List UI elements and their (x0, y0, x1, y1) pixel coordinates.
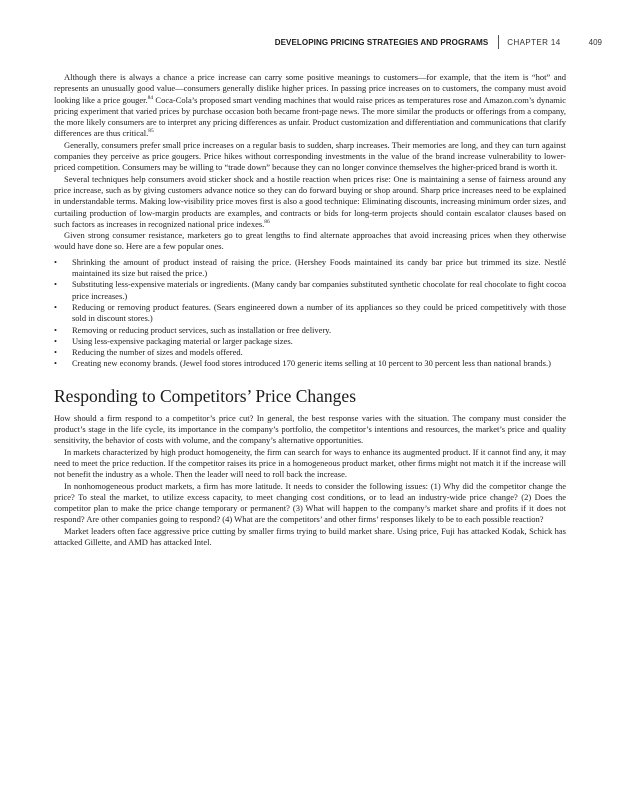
footnote-ref: 84 (147, 94, 154, 101)
paragraph-homogeneous-markets: In markets characterized by high product homogeneity, the firm can search for ways to enhance its augmented product. If it cannot find any, it may need to meet the price reduction. If the competitor raises its price in a homogeneous product market, other firms might not match it if the increase will not benefit the industry as a whole. Then the leader will need to roll back the increase. (54, 446, 566, 480)
paragraph-nonhomogeneous-markets: In nonhomogeneous product markets, a firm has more latitude. It needs to consider the following issues: (1) Why did the competitor change the price? To steal the market, to utilize excess capacity, to meet changing cost conditions, or to lead an industry-wide price change? (2) Does the competitor plan to make the price change temporary or permanent? (3) What will happen to the company’s market share and profits if it does not respond? Are other companies going to respond? (4) What are the competitors’ and other firms’ responses likely to be to each possible reaction? (54, 480, 566, 525)
paragraph-sticker-shock (54, 174, 566, 230)
section-heading: Responding to Competitors’ Price Changes (54, 385, 357, 406)
paragraph-text: Although there is always a chance a price increase can carry some positive meanings to customers—for example, that the item is “hot” and represents an unusually good value—consumers generally dislike higher prices. In passing price increases on to customers, the company must avoid looking like a price gouger. (54, 72, 566, 105)
page-body (54, 72, 566, 548)
paragraph-text: Several techniques help consumers avoid sticker shock and a hostile reaction when prices rise: One is maintaining a sense of fairness around any price increase, such as by giving customers advance notice so they can do forward buying or shop around. Sharp price increases need to be explained in understandable terms. Making low-visibility price moves first is also a good technique: Eliminating discounts, increasing minimum order sizes, and curtailing production of low-margin products are examples, and contracts or bids for long-term projects should contain escalator clauses based on such factors as increases in recognized national price indexes. (54, 173, 566, 229)
list-item: • Reducing or removing product features. (Sears engineered down a number of its appliances so they could be priced competitively with those sold in discount stores.) (54, 302, 566, 325)
list-item: • Using less-expensive packaging material or larger package sizes. (54, 336, 566, 347)
header-divider (498, 35, 499, 49)
paragraph-text: Coca-Cola’s proposed smart vending machines that would raise prices as temperatures rose and Amazon.com’s dynamic pricing experiment that varied prices by purchase occasion both became front-page news. The more similar the products or offerings from a company, the more likely consumers are to interpret any pricing differences as unfair. Product customization and differentiation and communications that clarify differences are thus critical. (54, 94, 566, 139)
paragraph-response-factors: How should a firm respond to a competitor’s price cut? In general, the best response varies with the situation. The company must consider the product’s stage in the life cycle, its importance in the company’s portfolio, the competitor’s intentions and resources, the market’s price and quality sensitivity, the behavior of costs with volume, and the company’s alternative opportunities. (54, 412, 566, 446)
footnote-ref: 86 (264, 218, 270, 225)
paragraph-small-increases: Generally, consumers prefer small price increases on a regular basis to sudden, sharp increases. Their memories are long, and they can turn against companies they perceive as price gougers. Price hikes without corresponding investments in the value of the brand increase vulnerability to lower-priced competition. Consumers may be willing to “trade down” because they can no longer convince themselves the higher-priced brand is worth it. (54, 139, 566, 173)
paragraph-price-increase-perception (54, 72, 566, 140)
list-item: • Removing or reducing product services, such as installation or free delivery. (54, 325, 566, 336)
paragraph-market-leaders: Market leaders often face aggressive price cutting by smaller firms trying to build market share. Using price, Fuji has attacked Kodak, Schick has attacked Gillette, and AMD has attacked Intel. (54, 525, 566, 547)
page-number: 409 (588, 37, 602, 47)
running-header (240, 35, 602, 49)
running-header-title: DEVELOPING PRICING STRATEGIES AND PROGRAMS (274, 37, 489, 47)
list-item: • Reducing the number of sizes and models offered. (54, 347, 566, 358)
paragraph-alternate-approaches: Given strong consumer resistance, marketers go to great lengths to find alternate approaches that avoid increasing prices when they otherwise would have done so. Here are a few popular ones. (54, 230, 566, 252)
alternatives-bullet-list (54, 257, 566, 370)
chapter-label: CHAPTER 14 (507, 37, 561, 47)
list-item: • Shrinking the amount of product instead of raising the price. (Hershey Foods maintained its candy bar price but trimmed its size. Nestlé maintained its size but raised the price.) (54, 257, 566, 280)
list-item: • Creating new economy brands. (Jewel food stores introduced 170 generic items selling at 10 percent to 30 percent less than national brands.) (54, 358, 566, 369)
footnote-ref: 85 (148, 128, 154, 135)
list-item: • Substituting less-expensive materials or ingredients. (Many candy bar companies substituted synthetic chocolate for real chocolate to fight cocoa price increases.) (54, 279, 566, 302)
